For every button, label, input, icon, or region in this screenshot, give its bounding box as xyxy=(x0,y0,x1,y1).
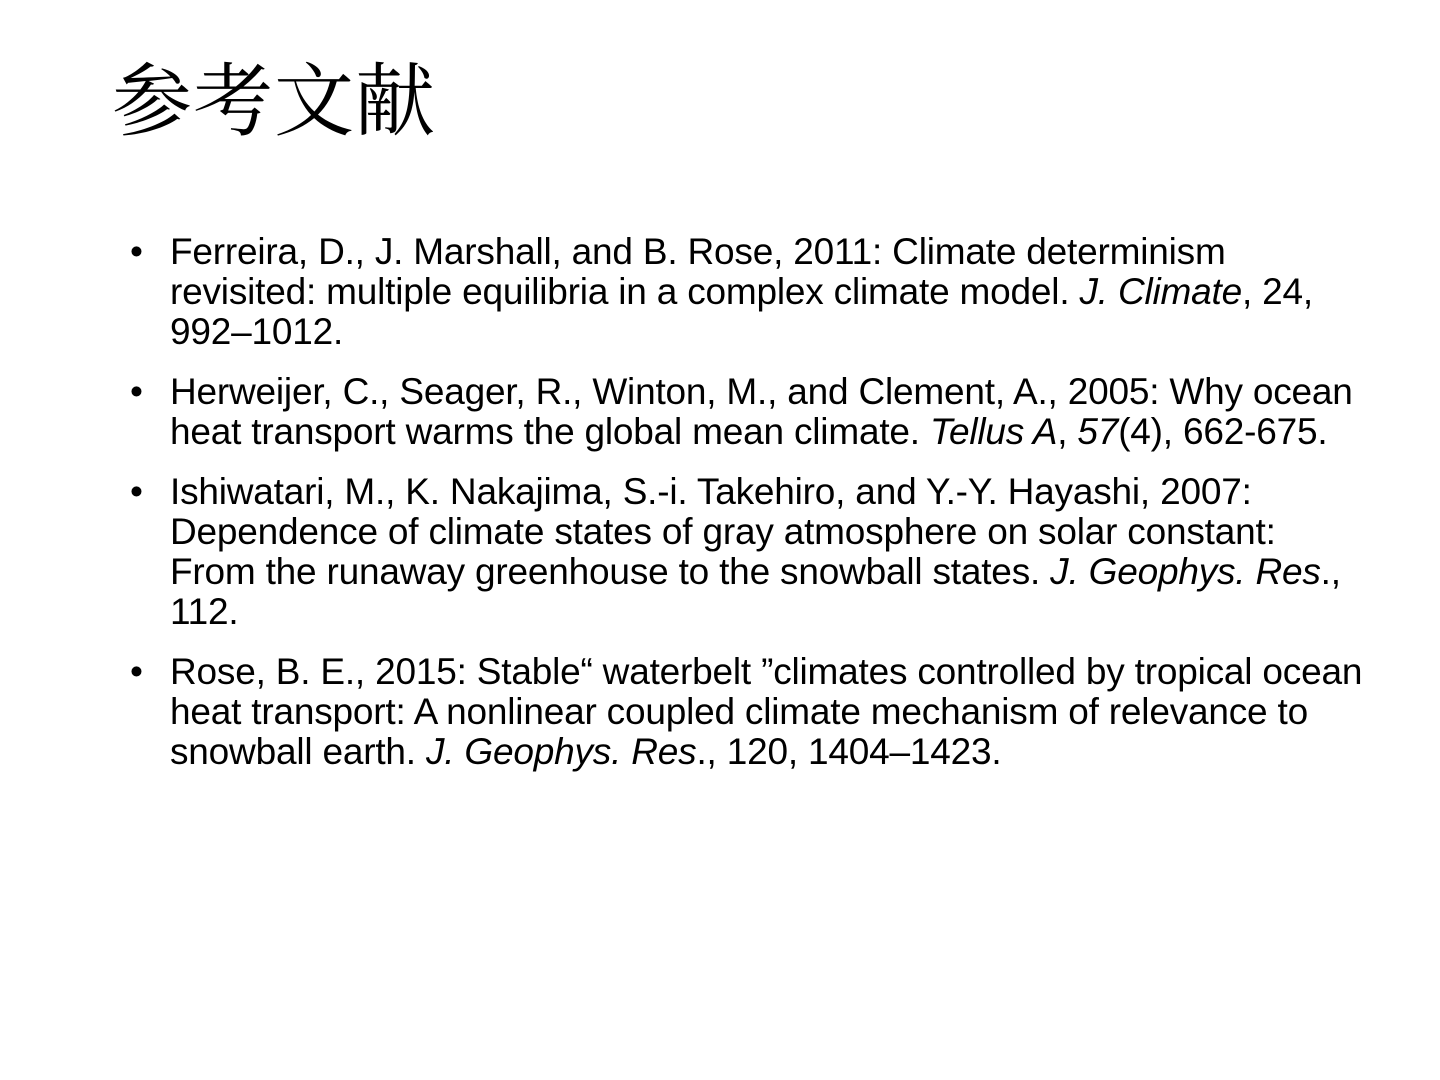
bullet-icon: • xyxy=(130,231,143,272)
reference-text xyxy=(170,472,1370,632)
reference-journal: Tellus A xyxy=(929,411,1058,452)
reference-body: Ferreira, D., J. Marshall, and B. Rose, 2011: Climate determinism revisited: multiple equilibria in a complex climate model. xyxy=(170,231,1226,312)
reference-journal: J. Geophys. Res xyxy=(425,731,697,772)
reference-body: Ishiwatari, M., K. Nakajima, S.-i. Takehiro, and Y.-Y. Hayashi, 2007: Dependence of climate states of gray atmosphere on solar constant: From the runaway greenhouse to the snowball states. xyxy=(170,471,1276,592)
slide-title: 参考文献 xyxy=(112,55,436,148)
reference-details: ., 112. xyxy=(170,551,1341,632)
reference-journal: J. Geophys. Res xyxy=(1050,551,1321,592)
reference-details: (4), 662-675. xyxy=(1118,411,1328,452)
reference-item xyxy=(130,472,1370,632)
reference-list xyxy=(130,232,1370,792)
bullet-icon: • xyxy=(130,651,143,692)
reference-body: Herweijer, C., Seager, R., Winton, M., and Clement, A., 2005: Why ocean heat transport warms the global mean climate. xyxy=(170,371,1353,452)
bullet-icon: • xyxy=(130,471,143,512)
reference-details: , 24, 992–1012. xyxy=(170,271,1313,352)
reference-details: ., 120, 1404–1423. xyxy=(696,731,1002,772)
reference-item xyxy=(130,652,1370,772)
bullet-icon: • xyxy=(130,371,143,412)
reference-text xyxy=(170,232,1370,352)
reference-item xyxy=(130,372,1370,452)
reference-separator: , xyxy=(1057,411,1078,452)
reference-volume: 57 xyxy=(1077,411,1119,452)
reference-text xyxy=(170,372,1370,452)
reference-item xyxy=(130,232,1370,352)
reference-body: Rose, B. E., 2015: Stable“ waterbelt ”climates controlled by tropical ocean heat transport: A nonlinear coupled climate mechanism of relevance to snowball earth. xyxy=(170,651,1363,772)
reference-text xyxy=(170,652,1370,772)
reference-journal: J. Climate xyxy=(1079,271,1242,312)
